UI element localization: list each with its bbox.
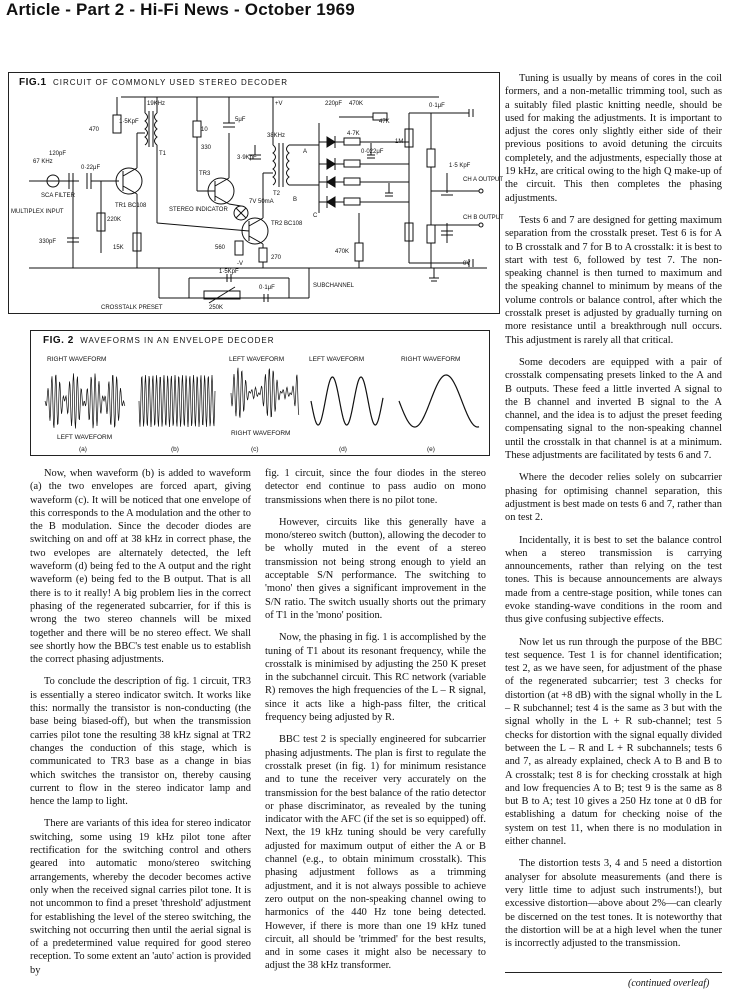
paragraph: Tests 6 and 7 are designed for getting maximum separation from the crosstalk preset. Test 6 is for A to B crosstalk and 7 for B to A crosstalk: it is best to start with test 6, followed by test 7. The non-speaking channel is then turned to maximum and the speaking channel to minimum by means of the volume controls or balance control, after which the crosstalk preset is adjusted by gradually turning on more resistance until a breakthrough null occurs. This adjustment is rarely all that critical. bbox=[505, 214, 722, 346]
part-label: B bbox=[293, 197, 298, 203]
part-label: 470 bbox=[89, 127, 100, 133]
paragraph: Now let us run through the purpose of the BBC test sequence. Test 1 is for channel identification; test 2, as we have seen, for adjustment of the phase of the regenerated subcarrier; test 3 checks for distortion (at +8 dB) with the signal wholly in the L – R subchannel; test 4 is the same as 3 but with the signal wholly in the L + R sub-channel; test 5 checks for distortion with the signal equally divided between the L – R and L + R subchannels; tests 6 and 7, as already explained, check A to B and B to A crosstalk; test 8 is for checking crosstalk at high and low frequencies A to B; test 9 is the same as 8 but B to A; test 10 gives a 250 Hz tone at 0 dB for establishing a datum for checking noise of the system on test 11, when there is no modulation in either channel. bbox=[505, 636, 722, 848]
column-1 bbox=[30, 467, 251, 986]
part-label: 330pF bbox=[39, 239, 57, 245]
waveform-sublabel: (e) bbox=[427, 446, 435, 453]
figure-1-caption: CIRCUIT OF COMMONLY USED STEREO DECODER bbox=[52, 78, 288, 87]
paragraph: Now, when waveform (b) is added to waveform (a) the two envelopes are forced apart, giving waveform (c). It will be noticed that one envelope of this corresponds to the A modulation and the other to the B modulation. Since the decoder diodes are switching on and off at 38 kHz in correct phase, the two evelopes are alternately detected, the left waveform (d) being fed to the A output and the right waveform (e) being fed to the B output. That is all there is to it really! A big problem lies in the correct phasing of the regenerated subcarrier, for if this is wrong the two stereo channels will be mixed together and there will be no stereo effect. We shall see shortly how the BBC's test enable us to establish the correct phasing adjustments. bbox=[30, 468, 251, 666]
paragraph: There are variants of this idea for stereo indicator switching, some using 19 kHz pilot tone after rectification for the switching control and others geared into automatic mono/stereo switching arrangements, whereby the decoder becomes active only when the received signal carries pilot tone. It is not uncommon to find a preset 'threshold' adjustment for establishing the level of the stereo switching, the switching not occurring then until the aerial signal is of a predetermined value required for good stereo reception. To some extent an 'auto' action is provided by bbox=[30, 818, 251, 976]
part-label: 270 bbox=[271, 255, 282, 261]
part-label: T1 bbox=[159, 151, 167, 157]
part-label: 5μF bbox=[235, 117, 246, 123]
paragraph: Incidentally, it is best to set the balance control when a stereo transmission is carrying announcements, rather than relying on the test tones. This is because announcements are always made from a centre-stage position, while tones can evoke standing-wave conditions in the room and thus give confusing subjective effects. bbox=[505, 534, 722, 626]
paragraph: Now, the phasing in fig. 1 is accomplished by the tuning of T1 about its resonant frequency, while the crosstalk is minimised by adjusting the 250 K preset in the subchannel circuit. This RC network (variable R) removes the high frequencies of the L – R signal, since it acts like a high-pass filter, the critical frequency being adjusted by R. bbox=[265, 632, 486, 724]
waveform-sublabel: (a) bbox=[79, 446, 87, 453]
part-label: 38KHz bbox=[267, 133, 286, 139]
waveform-e-trace bbox=[399, 375, 479, 427]
part-label: TR3 bbox=[199, 171, 211, 177]
waveform-label: RIGHT WAVEFORM bbox=[401, 356, 461, 363]
waveform-label: RIGHT WAVEFORM bbox=[231, 430, 291, 437]
part-label: 0·1μF bbox=[429, 103, 445, 109]
part-label: STEREO INDICATOR bbox=[169, 207, 228, 213]
part-label: TR1 BC108 bbox=[115, 203, 147, 209]
page-header: Article - Part 2 - Hi-Fi News - October 1969 bbox=[6, 0, 355, 19]
part-label: MULTIPLEX INPUT bbox=[11, 209, 64, 215]
part-label: 19KHz bbox=[147, 101, 166, 107]
part-label: 15K bbox=[113, 245, 124, 251]
part-label: C bbox=[313, 213, 318, 219]
waveform-label: RIGHT WAVEFORM bbox=[47, 356, 107, 363]
part-label: 1·5 KpF bbox=[449, 163, 471, 169]
part-label: 67 KHz bbox=[33, 159, 53, 165]
part-label: +V bbox=[275, 101, 283, 107]
part-label: 4·7K bbox=[347, 131, 360, 137]
stereo-decoder-labels bbox=[9, 73, 504, 313]
paragraph: fig. 1 circuit, since the four diodes in the stereo detector end continue to pass audio on mono transmissions when there is no pilot tone. bbox=[265, 468, 486, 506]
part-label: CROSSTALK PRESET bbox=[101, 305, 163, 311]
paragraph: The distortion tests 3, 4 and 5 need a distortion analyser for absolute measurements (and there is very little time to adjust such instruments!), but excessive distortion—above about 2%—can clearly be discerned on the test tones. It is noteworthy that the distortion will be at a high level when the tuner is incorrectly adjusted to the transmission. bbox=[505, 858, 722, 950]
part-label: 47K bbox=[379, 119, 390, 125]
part-label: 0·022μF bbox=[361, 149, 384, 155]
part-label: 120pF bbox=[49, 151, 67, 157]
waveform-b-trace bbox=[139, 375, 215, 427]
figure-1-box bbox=[8, 72, 504, 314]
figure-2-caption: WAVEFORMS IN AN ENVELOPE DECODER bbox=[80, 336, 275, 345]
part-label: 560 bbox=[215, 245, 226, 251]
part-label: 470K bbox=[335, 249, 350, 255]
part-label: CH B OUTPUT bbox=[463, 215, 504, 221]
part-label: SUBCHANNEL bbox=[313, 283, 355, 289]
part-label: 0·1μF bbox=[259, 285, 275, 291]
part-label: 1M bbox=[395, 139, 404, 145]
part-label: T2 bbox=[273, 191, 281, 197]
paragraph: Tuning is usually by means of cores in the coil formers, and a non-metallic trimming tool, such as a suitably filed plastic knitting needle, should be used for making the adjustments. It is important to adjust the cores only slightly either side of their previous positions to avoid detuning the circuits completely, and the adjustments, especially those at 19 kHz, are critical owing to the high Q make-up of the circuit. This then completes the phasing adjustments. bbox=[505, 73, 722, 204]
paragraph: Where the decoder relies solely on subcarrier phasing for optimising channel separation, this adjustment is best made on tests 6 and 7, rather than on test 2. bbox=[505, 472, 722, 524]
waveform-label: LEFT WAVEFORM bbox=[309, 356, 365, 363]
waveform-a-trace bbox=[45, 373, 125, 428]
part-label: 7V 50mA bbox=[249, 199, 274, 205]
part-label: CH A OUTPUT bbox=[463, 177, 504, 183]
paragraph: Some decoders are equipped with a pair of crosstalk compensating presets linked to the A and B outputs. These feed a little inverted A signal to the B channel and inverted B signal to the A channel, and the idea is to adjust the preset feeding compensating signal to the non-speaking channel until the crosstalk in that channel is at a minimum. These adjustments are facilitated by tests 6 and 7. bbox=[505, 356, 722, 462]
figure-2-box bbox=[30, 330, 490, 456]
continued-note: (continued overleaf) bbox=[628, 978, 710, 989]
part-label: 0·22μF bbox=[81, 165, 101, 171]
part-label: 220K bbox=[107, 217, 122, 223]
paragraph: To conclude the description of fig. 1 circuit, TR3 is essentially a stereo indicator switch. It works like this: normally the transistor is non-conducting (the base being biased-off), but when the transmission carries pilot tone the resulting 38 kHz signal at TR2 changes the conduction of this stage, which is communicated to TR3 base as a change in bias which switches the transistor on, thereby causing current to flow in the stereo indicator lamp and hence the lamp to light. bbox=[30, 676, 251, 808]
part-label: TR2 BC108 bbox=[271, 221, 303, 227]
footer-rule bbox=[505, 972, 722, 973]
column-3 bbox=[505, 72, 722, 959]
figure-2-label: FIG. 2 bbox=[43, 335, 74, 346]
part-label: 1·5KpF bbox=[119, 119, 139, 125]
waveform-sublabel: (d) bbox=[339, 446, 347, 453]
part-label: -V bbox=[237, 261, 243, 267]
waveform-d-trace bbox=[311, 377, 383, 425]
waveform-label: LEFT WAVEFORM bbox=[57, 434, 113, 441]
part-label: 10 bbox=[201, 127, 208, 133]
part-label: SCA FILTER bbox=[41, 193, 75, 199]
waveform-sublabel: (b) bbox=[171, 446, 179, 453]
part-label: 330 bbox=[201, 145, 212, 151]
part-label: 250K bbox=[209, 305, 224, 311]
column-2 bbox=[265, 467, 486, 982]
waveform-label: LEFT WAVEFORM bbox=[229, 356, 285, 363]
part-label: 220pF bbox=[325, 101, 343, 107]
paragraph: However, circuits like this generally have a mono/stereo switch (button), allowing the decoder to be wholly muted in the event of a stereo transmission not being strong enough to yield an acceptable S/N performance. The switching to 'mono' then gives a significant improvement in the S/N ratio. The switch usually shorts out the primary of T1 in the 'mono' position. bbox=[265, 516, 486, 621]
part-label: 0V bbox=[463, 261, 471, 267]
waveform-sublabel: (c) bbox=[251, 446, 259, 453]
part-label: 1·5KpF bbox=[219, 269, 239, 275]
figure-1-label: FIG.1 bbox=[19, 77, 47, 88]
waveform-c-trace bbox=[231, 368, 299, 418]
paragraph: BBC test 2 is specially engineered for subcarrier phasing adjustments. The plan is first to regulate the crosstalk preset (in fig. 1) for minimum resistance and to tune the receiver very accurately on the transmission for the best balance of the ratio detector or phase discriminator, as revealed by the tuning indicator with the AFC (if the set is so equipped) off. Next, the 19 kHz tuning should be very carefully adjusted for maximum output of either the A or B channel (e.g., to obtain minimum crosstalk). This phasing adjustment follows as a trimming adjustment, and it is not always possible to achieve zero output on the non-speaking channel owing to harmonics of the 440 Hz tone being detected. However, if there is more than one 19 kHz tuned circuit, all should be 'trimmed' for the best results, and in some cases it might also be necessary to adjust the 38 kHz transformer. bbox=[265, 734, 486, 972]
part-label: A bbox=[303, 149, 308, 155]
part-label: 3·9KpF bbox=[237, 155, 257, 161]
waveform-panels bbox=[31, 331, 489, 455]
part-label: 470K bbox=[349, 101, 364, 107]
